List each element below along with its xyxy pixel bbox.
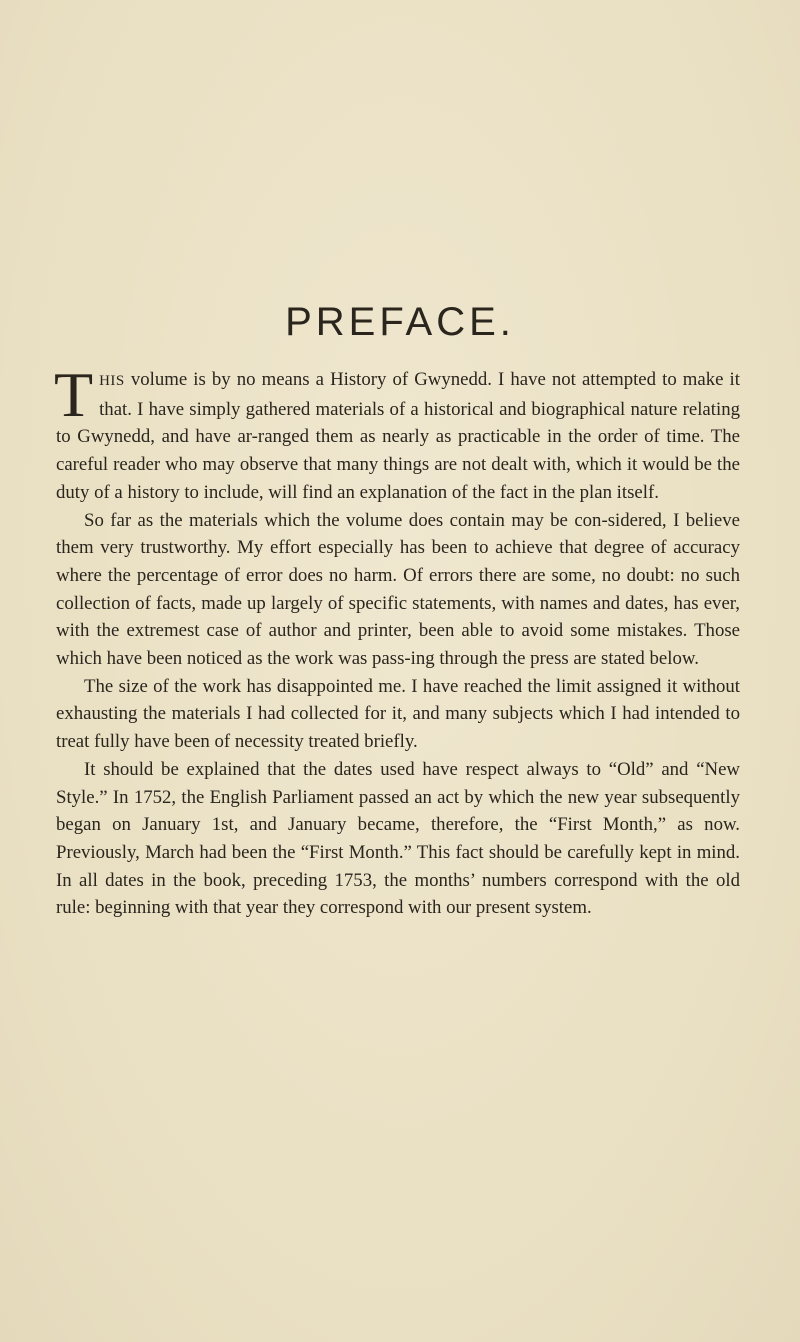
- paragraph-1-text: volume is by no means a History of Gwynedd. I have not attempted to make it that. I have simply gathered materials of a historical and biographical nature relating to Gwynedd, and have ar-ranged them as nearly as practicable in the order of time. The careful reader who may observe that many things are not dealt with, which it would be the duty of a history to include, will find an explanation of the fact in the plan itself.: [56, 369, 740, 503]
- drop-cap: T: [54, 359, 94, 430]
- paragraph-3: The size of the work has disappointed me. I have reached the limit assigned it without exhausting the materials I had collected for it, and many subjects which I had intended to treat fully have been of necessity treated briefly.: [56, 675, 740, 753]
- page-title: PREFACE.: [285, 300, 515, 344]
- preface-body: [54, 359, 740, 922]
- paragraph-1: [54, 359, 740, 507]
- paragraph-2: So far as the materials which the volume does contain may be con-sidered, I believe them very trustworthy. My effort especially has been to achieve that degree of accuracy where the percentage of error does no harm. Of errors there are some, no doubt: no such collection of facts, made up largely of specific statements, with names and dates, has ever, with the extremest case of author and printer, been able to avoid some mistakes. Those which have been noticed as the work was pass-ing through the press are stated below.: [56, 509, 740, 670]
- paragraph-4: It should be explained that the dates used have respect always to “Old” and “New Style.” In 1752, the English Parliament passed an act by which the new year subsequently began on January 1st, and January became, therefore, the “First Month,” as now. Previously, March had been the “First Month.” This fact should be carefully kept in mind. In all dates in the book, preceding 1753, the months’ numbers correspond with the old rule: beginning with that year they correspond with our present system.: [56, 758, 740, 919]
- first-word-rest: HIS: [99, 373, 125, 389]
